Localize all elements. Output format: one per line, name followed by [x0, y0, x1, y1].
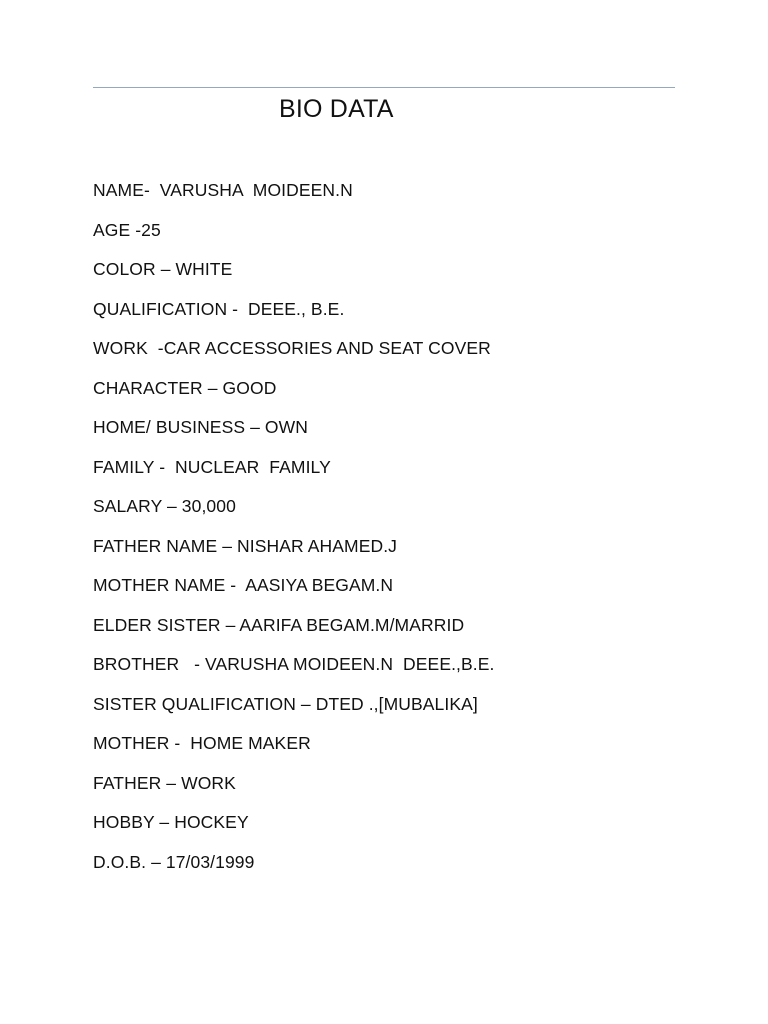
- bio-line-home-business: HOME/ BUSINESS – OWN: [93, 417, 308, 437]
- bio-line-color: COLOR – WHITE: [93, 259, 233, 279]
- bio-line-mother: MOTHER - HOME MAKER: [93, 733, 311, 753]
- bio-line-hobby: HOBBY – HOCKEY: [93, 812, 249, 832]
- bio-line-work: WORK -CAR ACCESSORIES AND SEAT COVER: [93, 338, 491, 358]
- document-title: BIO DATA: [279, 95, 394, 123]
- bio-line-qualification: QUALIFICATION - DEEE., B.E.: [93, 298, 345, 319]
- bio-line-character: CHARACTER – GOOD: [93, 377, 277, 398]
- bio-line-family: FAMILY - NUCLEAR FAMILY: [93, 456, 331, 477]
- bio-line-father-name: FATHER NAME – NISHAR AHAMED.J: [93, 535, 398, 556]
- bio-line-name: NAME- VARUSHA MOIDEEN.N: [93, 180, 353, 200]
- bio-line-brother: BROTHER - VARUSHA MOIDEEN.N DEEE.,B.E.: [93, 654, 495, 674]
- bio-line-dob: D.O.B. – 17/03/1999: [93, 851, 255, 872]
- header-rule: [93, 87, 675, 88]
- bio-line-salary: SALARY – 30,000: [93, 496, 236, 516]
- bio-line-elder-sister: ELDER SISTER – AARIFA BEGAM.M/MARRID: [93, 614, 465, 635]
- bio-line-father: FATHER – WORK: [93, 772, 236, 793]
- bio-line-age: AGE -25: [93, 219, 161, 240]
- bio-line-sister-qualification: SISTER QUALIFICATION – DTED .,[MUBALIKA]: [93, 693, 478, 714]
- bio-data-list: [93, 176, 494, 887]
- bio-line-mother-name: MOTHER NAME - AASIYA BEGAM.N: [93, 575, 394, 595]
